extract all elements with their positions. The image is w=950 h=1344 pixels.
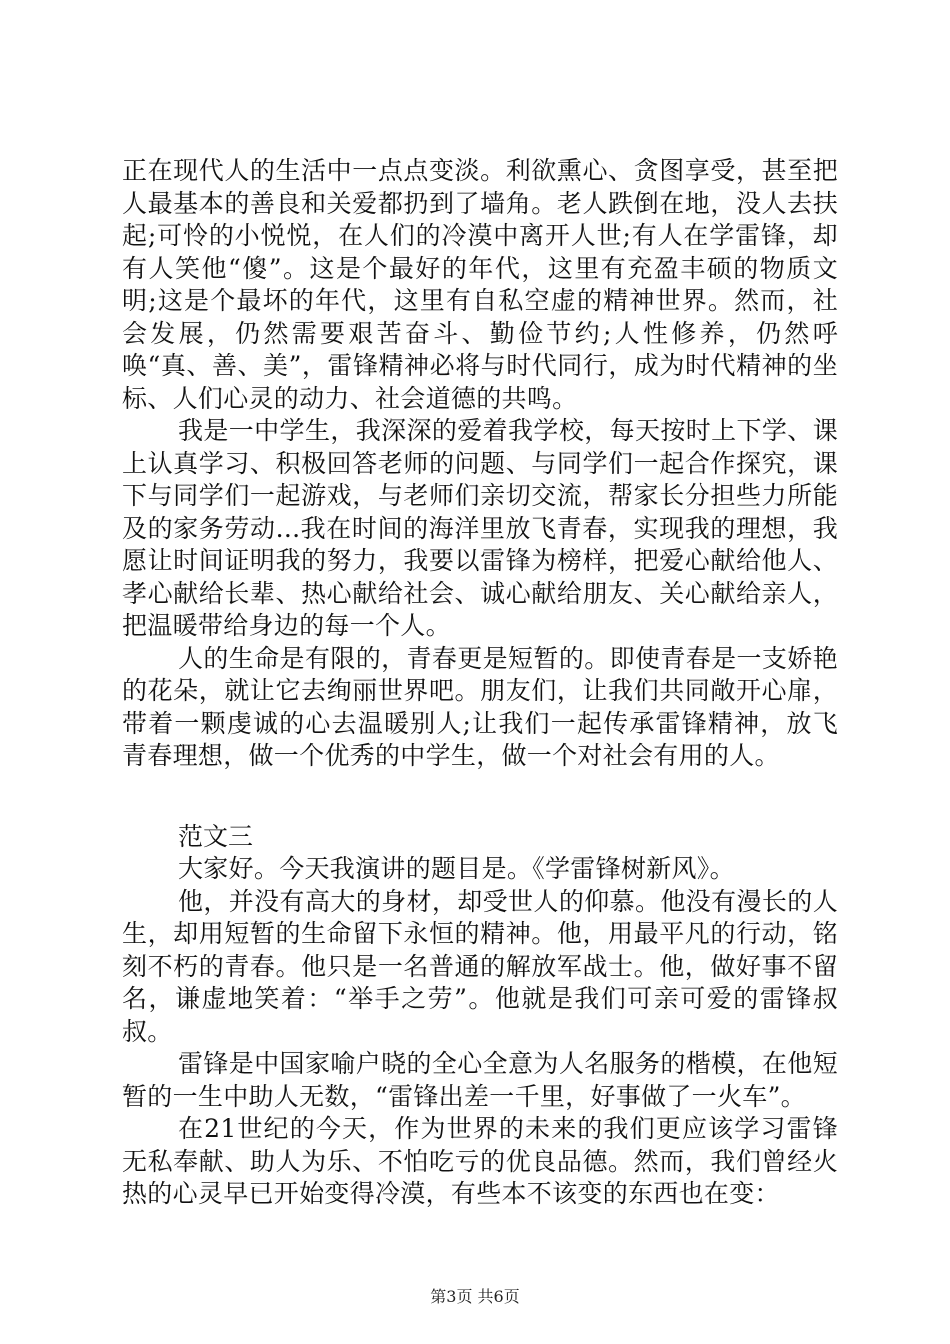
page-footer [0,1287,950,1307]
section-heading: 范文三 [178,821,254,851]
paragraph-greeting: 大家好。今天我演讲的题目是。《学雷锋树新风》。 [178,854,735,883]
paragraph-student: 我是一中学生，我深深的爱着我学校，每天按时上下学、课上认真学习、积极回答老师的问题、与同学们一起合作探究，课下与同学们一起游戏，与老师们亲切交流，帮家长分担些力所能及的家务劳动...我在时间的海洋里放飞青春，实现我的理想，我愿让时间证明我的努力，我要以雷锋为榜样，把爱心献给他人、孝心献给长辈、热心献给社会、诚心献给朋友、关心献给亲人，把温暖带给身边的每一个人。 [122,416,838,640]
paragraph-youth: 人的生命是有限的，青春更是短暂的。即使青春是一支娇艳的花朵，就让它去绚丽世界吧。朋友们，让我们共同敞开心扉，带着一颗虔诚的心去温暖别人;让我们一起传承雷锋精神，放飞青春理想，做一个优秀的中学生，做一个对社会有用的人。 [122,643,838,770]
paragraph-continuation: 正在现代人的生活中一点点变淡。利欲熏心、贪图享受，甚至把人最基本的善良和关爱都扔到了墙角。老人跌倒在地，没人去扶起;可怜的小悦悦，在人们的冷漠中离开人世;有人在学雷锋，却有人笑他“傻”。这是个最好的年代，这里有充盈丰硕的物质文明;这是个最坏的年代，这里有自私空虚的精神世界。然而，社会发展，仍然需要艰苦奋斗、勤俭节约;人性修养，仍然呼唤“真、善、美”，雷锋精神必将与时代同行，成为时代精神的坐标、人们心灵的动力、社会道德的共鸣。 [122,156,838,413]
section-spacer [122,773,838,821]
document-body [122,155,838,1211]
paragraph-21st-century: 在21世纪的今天，作为世界的未来的我们更应该学习雷锋无私奉献、助人为乐、不怕吃亏的优良品德。然而，我们曾经火热的心灵早已开始变得冷漠，有些本不该变的东西也在变： [122,1114,838,1208]
paragraph-leifeng-model: 雷锋是中国家喻户晓的全心全意为人名服务的楷模，在他短暂的一生中助人无数，“雷锋出差一千里，好事做了一火车”。 [122,1049,838,1111]
paragraph-leifeng-intro: 他，并没有高大的身材，却受世人的仰慕。他没有漫长的人生，却用短暂的生命留下永恒的精神。他，用最平凡的行动，铭刻不朽的青春。他只是一名普通的解放军战士。他，做好事不留名，谦虚地笑着：“举手之劳”。他就是我们可亲可爱的雷锋叔叔。 [122,886,838,1046]
page-number-label: 第3页 共6页 [430,1287,520,1306]
